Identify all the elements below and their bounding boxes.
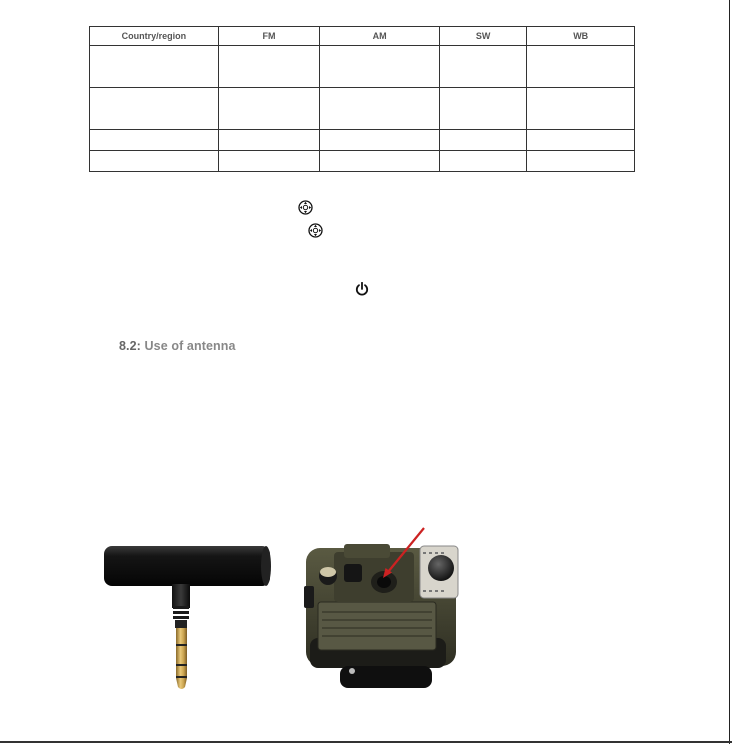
section-title: Use of antenna xyxy=(144,339,236,353)
table-cell xyxy=(439,151,526,172)
table-cell xyxy=(90,46,219,88)
power-icon xyxy=(355,282,369,296)
table-row xyxy=(90,88,635,130)
table-header-row xyxy=(90,27,635,46)
tuning-knob-icon xyxy=(308,223,323,238)
table-cell xyxy=(439,130,526,151)
table-row xyxy=(90,46,635,88)
table-row xyxy=(90,151,635,172)
table-cell xyxy=(439,46,526,88)
table-cell xyxy=(439,88,526,130)
section-heading xyxy=(119,339,236,353)
table-cell xyxy=(527,130,635,151)
table-cell xyxy=(320,46,440,88)
column-header-sw: SW xyxy=(439,27,526,46)
tuning-knob-icon xyxy=(298,200,313,215)
table-cell xyxy=(218,151,320,172)
table-cell xyxy=(90,151,219,172)
table-cell xyxy=(90,130,219,151)
antenna-adapter-image xyxy=(96,540,276,695)
column-header-fm: FM xyxy=(218,27,320,46)
frequency-range-table xyxy=(89,26,635,172)
table-cell xyxy=(218,130,320,151)
table-cell xyxy=(218,46,320,88)
page-right-border xyxy=(729,0,730,744)
radio-antenna-jack-image xyxy=(288,526,464,692)
table-cell xyxy=(527,88,635,130)
page-bottom-border xyxy=(0,741,732,743)
table-cell xyxy=(90,88,219,130)
column-header-am: AM xyxy=(320,27,440,46)
table-row xyxy=(90,130,635,151)
table-cell xyxy=(320,151,440,172)
column-header-country: Country/region xyxy=(90,27,219,46)
table-cell xyxy=(527,46,635,88)
table-cell xyxy=(218,88,320,130)
table-cell xyxy=(320,130,440,151)
column-header-wb: WB xyxy=(527,27,635,46)
section-number: 8.2: xyxy=(119,339,141,353)
table-cell xyxy=(527,151,635,172)
table-cell xyxy=(320,88,440,130)
